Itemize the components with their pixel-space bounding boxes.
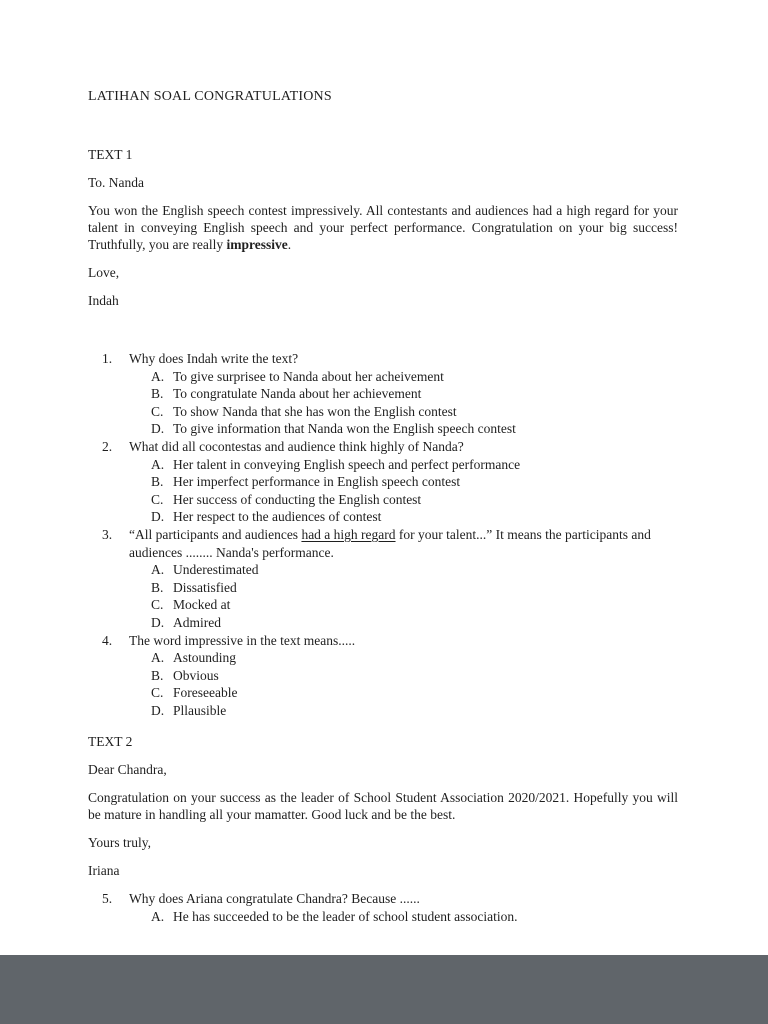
question-list-text1 <box>88 350 678 719</box>
text1-paragraph-bold-word: impressive <box>226 237 288 252</box>
question-number: 4. <box>102 632 113 648</box>
question-item <box>88 526 678 561</box>
question-list-text2 <box>88 890 678 925</box>
text2-closing: Yours truly, <box>88 835 152 851</box>
text1-paragraph-start: You won the English speech contest impressively. All contestants and audiences had a high regard for your talent in conveying English speech and your perfect performance. Congratulation on your big success! Truthfully, you are really <box>88 203 678 252</box>
option-letter: D. <box>151 614 165 630</box>
option-letter: C. <box>151 403 164 419</box>
question-item <box>88 890 678 908</box>
option-text: Astounding <box>173 650 237 666</box>
option-item <box>88 368 678 386</box>
option-item <box>88 667 678 685</box>
option-text: Obvious <box>173 667 219 683</box>
question-stem-start: “All participants and audiences <box>129 526 302 542</box>
question-number: 5. <box>102 891 113 907</box>
option-item <box>88 561 678 579</box>
viewer-background <box>0 955 768 1024</box>
option-text: To give information that Nanda won the English speech contest <box>173 421 516 437</box>
text2-salutation: Dear Chandra, <box>88 762 167 778</box>
text1-recipient: To. Nanda <box>88 175 145 190</box>
text1-signature: Indah <box>88 293 119 308</box>
option-letter: C. <box>151 597 164 613</box>
option-letter: C. <box>151 491 164 507</box>
option-text: Her success of conducting the English contest <box>173 491 422 507</box>
option-item <box>88 508 678 526</box>
option-item <box>88 491 678 509</box>
option-letter: A. <box>151 909 165 925</box>
option-text: To give surprisee to Nanda about her acheivement <box>173 368 444 384</box>
text2-paragraph: Congratulation on your success as the leader of School Student Association 2020/2021. Hopefully you will be mature in handling all your mamatter. Good luck and be the best. <box>88 790 678 823</box>
option-letter: A. <box>151 650 165 666</box>
question-stem: Why does Indah write the text? <box>129 351 299 366</box>
page-title: LATIHAN SOAL CONGRATULATIONS <box>88 89 332 104</box>
option-text: Foreseeable <box>173 685 238 701</box>
question-number: 2. <box>102 438 113 454</box>
question-stem: The word impressive in the text means..... <box>129 632 356 648</box>
option-item <box>88 456 678 474</box>
option-letter: B. <box>151 386 164 402</box>
option-letter: D. <box>151 509 165 525</box>
text2-signature: Iriana <box>88 863 120 879</box>
question-stem: Why does Ariana congratulate Chandra? Because ...... <box>129 891 420 907</box>
question-item <box>88 632 678 650</box>
option-item <box>88 420 678 438</box>
text2-heading: TEXT 2 <box>88 734 133 750</box>
option-text: Her respect to the audiences of contest <box>173 509 382 525</box>
question-item <box>88 350 678 368</box>
option-text: Her imperfect performance in English speech contest <box>173 474 461 490</box>
option-text: Mocked at <box>173 597 231 613</box>
question-number: 1. <box>102 351 113 366</box>
question-number: 3. <box>102 526 113 542</box>
option-item <box>88 596 678 614</box>
text1-closing: Love, <box>88 265 120 280</box>
text1-paragraph-end: . <box>287 237 292 252</box>
option-letter: B. <box>151 667 164 683</box>
option-item <box>88 614 678 632</box>
option-item <box>88 473 678 491</box>
option-text: He has succeeded to be the leader of school student association. <box>173 909 518 925</box>
option-letter: A. <box>151 368 165 384</box>
question-stem: What did all cocontestas and audience think highly of Nanda? <box>129 438 464 454</box>
option-item <box>88 403 678 421</box>
option-item <box>88 649 678 667</box>
option-item <box>88 908 678 926</box>
option-letter: B. <box>151 474 164 490</box>
option-letter: D. <box>151 702 165 718</box>
option-letter: C. <box>151 685 164 701</box>
text1-paragraph <box>88 202 678 253</box>
option-item <box>88 385 678 403</box>
option-item <box>88 684 678 702</box>
option-letter: B. <box>151 579 164 595</box>
question-stem-end: for your talent...” It means the participants and audiences ........ Nanda's performance. <box>129 526 651 560</box>
option-letter: D. <box>151 421 165 437</box>
question-item <box>88 438 678 456</box>
option-text: Pllausible <box>173 702 227 718</box>
option-letter: A. <box>151 456 165 472</box>
option-text: To show Nanda that she has won the English contest <box>173 403 457 419</box>
option-text: Dissatisfied <box>173 579 237 595</box>
option-text: To congratulate Nanda about her achievement <box>173 386 422 402</box>
question-stem-underlined: had a high regard <box>301 526 396 542</box>
option-item <box>88 579 678 597</box>
text1-heading: TEXT 1 <box>88 147 133 162</box>
option-item <box>88 702 678 720</box>
option-letter: A. <box>151 562 165 578</box>
question-stem <box>129 526 678 561</box>
option-text: Underestimated <box>173 562 259 578</box>
option-text: Admired <box>173 614 221 630</box>
option-text: Her talent in conveying English speech and perfect performance <box>173 456 521 472</box>
